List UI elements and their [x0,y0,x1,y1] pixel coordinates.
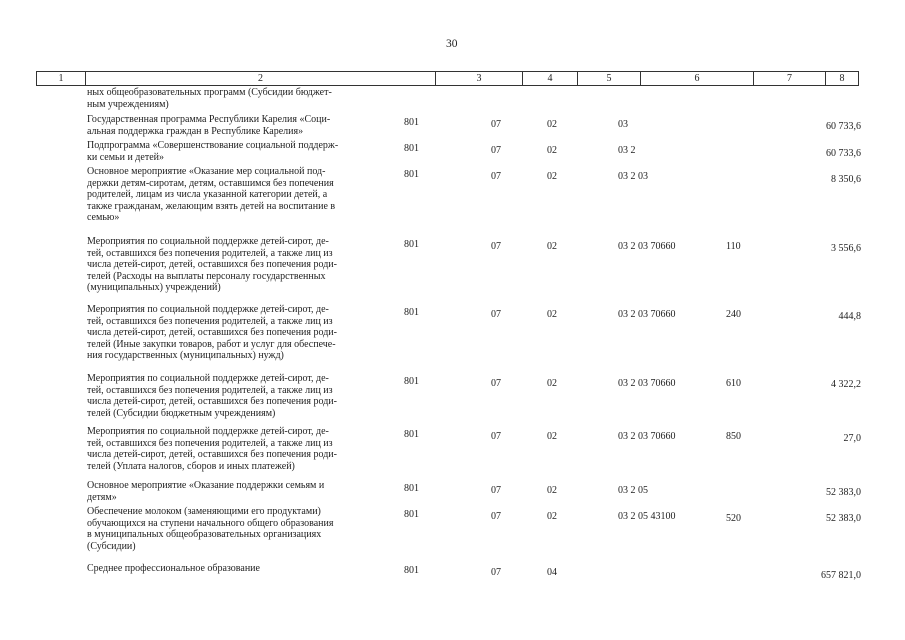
row-description: ных общеобразовательных программ (Субсидии бюджет- ным учреждениям) [87,87,332,110]
row-code-ved: 801 [404,307,419,318]
row-code-ved: 801 [404,483,419,494]
row-code-subsection: 02 [547,485,557,496]
row-code-section: 07 [491,171,501,182]
row-code-target: 03 2 05 43100 [618,511,676,522]
row-amount: 4 322,2 [831,379,861,390]
row-code-target: 03 2 [618,145,636,156]
row-code-subsection: 02 [547,119,557,130]
row-code-subsection: 02 [547,431,557,442]
header-col-4: 4 [523,72,578,85]
row-code-section: 07 [491,145,501,156]
row-description: Государственная программа Республики Карелия «Соци- альная поддержка граждан в Республике Карелия» [87,114,331,137]
row-code-subsection: 02 [547,241,557,252]
row-amount: 8 350,6 [831,174,861,185]
row-code-target: 03 2 05 [618,485,648,496]
row-amount: 444,8 [838,311,861,322]
header-col-6: 6 [641,72,754,85]
row-description: Среднее профессиональное образование [87,563,260,574]
row-code-ved: 801 [404,565,419,576]
row-code-subsection: 02 [547,145,557,156]
row-code-target: 03 [618,119,628,130]
row-code-subsection: 02 [547,309,557,320]
row-code-expense-type: 850 [726,431,741,442]
row-description: Основное мероприятие «Оказание поддержки семьям и детям» [87,480,325,503]
row-amount: 657 821,0 [821,570,861,581]
header-col-1: 1 [37,72,86,85]
row-code-section: 07 [491,431,501,442]
row-code-section: 07 [491,241,501,252]
row-description: Мероприятия по социальной поддержке детей-сирот, де- тей, оставшихся без попечения родителей, а также лиц из числа детей-сирот, детей, оставшихся без попечения роди- телей (Иные закупки товаров, работ и услуг для обеспече- ния государственных (муниципальных) нужд) [87,304,337,362]
header-col-8: 8 [839,73,845,84]
row-code-section: 07 [491,119,501,130]
row-description: Мероприятия по социальной поддержке детей-сирот, де- тей, оставшихся без попечения родителей, а также лиц из числа детей-сирот, детей, оставшихся без попечения роди- телей (Уплата налогов, сборов и иных платежей) [87,426,337,472]
row-code-ved: 801 [404,169,419,180]
row-code-subsection: 04 [547,567,557,578]
row-code-section: 07 [491,511,501,522]
row-amount: 60 733,6 [826,121,861,132]
header-col-7: 7 [754,72,826,85]
row-code-section: 07 [491,378,501,389]
row-code-ved: 801 [404,509,419,520]
row-description: Подпрограмма «Совершенствование социальной поддерж- ки семьи и детей» [87,140,339,163]
row-code-subsection: 02 [547,378,557,389]
row-code-section: 07 [491,309,501,320]
row-code-ved: 801 [404,239,419,250]
row-code-section: 07 [491,567,501,578]
row-amount: 3 556,6 [831,243,861,254]
row-code-expense-type: 610 [726,378,741,389]
row-code-target: 03 2 03 70660 [618,241,676,252]
row-amount: 52 383,0 [826,513,861,524]
header-col-5: 5 [578,72,641,85]
row-code-subsection: 02 [547,171,557,182]
row-code-target: 03 2 03 [618,171,648,182]
row-code-section: 07 [491,485,501,496]
row-code-target: 03 2 03 70660 [618,431,676,442]
row-description: Обеспечение молоком (заменяющими его продуктами) обучающихся на ступени начального общего образования в муниципальных общеобразовательных организациях (Субсидии) [87,506,334,552]
header-col-2: 2 [86,72,436,85]
row-amount: 27,0 [843,433,861,444]
row-code-ved: 801 [404,117,419,128]
row-amount: 60 733,6 [826,148,861,159]
row-code-target: 03 2 03 70660 [618,309,676,320]
header-col-3: 3 [436,72,523,85]
row-code-ved: 801 [404,429,419,440]
row-code-ved: 801 [404,376,419,387]
row-code-expense-type: 110 [726,241,741,252]
row-code-subsection: 02 [547,511,557,522]
row-code-ved: 801 [404,143,419,154]
row-description: Мероприятия по социальной поддержке детей-сирот, де- тей, оставшихся без попечения родителей, а также лиц из числа детей-сирот, детей, оставшихся без попечения роди- телей (Субсидии бюджетным учреждениям) [87,373,337,419]
row-description: Мероприятия по социальной поддержке детей-сирот, де- тей, оставшихся без попечения родителей, а также лиц из числа детей-сирот, детей, оставшихся без попечения роди- телей (Расходы на выплаты персоналу государственных (муниципальных) учреждений) [87,236,337,294]
page-number: 30 [446,38,458,50]
row-amount: 52 383,0 [826,487,861,498]
row-code-expense-type: 520 [726,513,741,524]
row-description: Основное мероприятие «Оказание мер социальной под- держки детям-сиротам, детям, оставшимся без попечения родителей, лицам из числа указанной категории детей, а также гражданам, желающим взять детей на воспитание в семью» [87,166,336,224]
row-code-target: 03 2 03 70660 [618,378,676,389]
row-code-expense-type: 240 [726,309,741,320]
